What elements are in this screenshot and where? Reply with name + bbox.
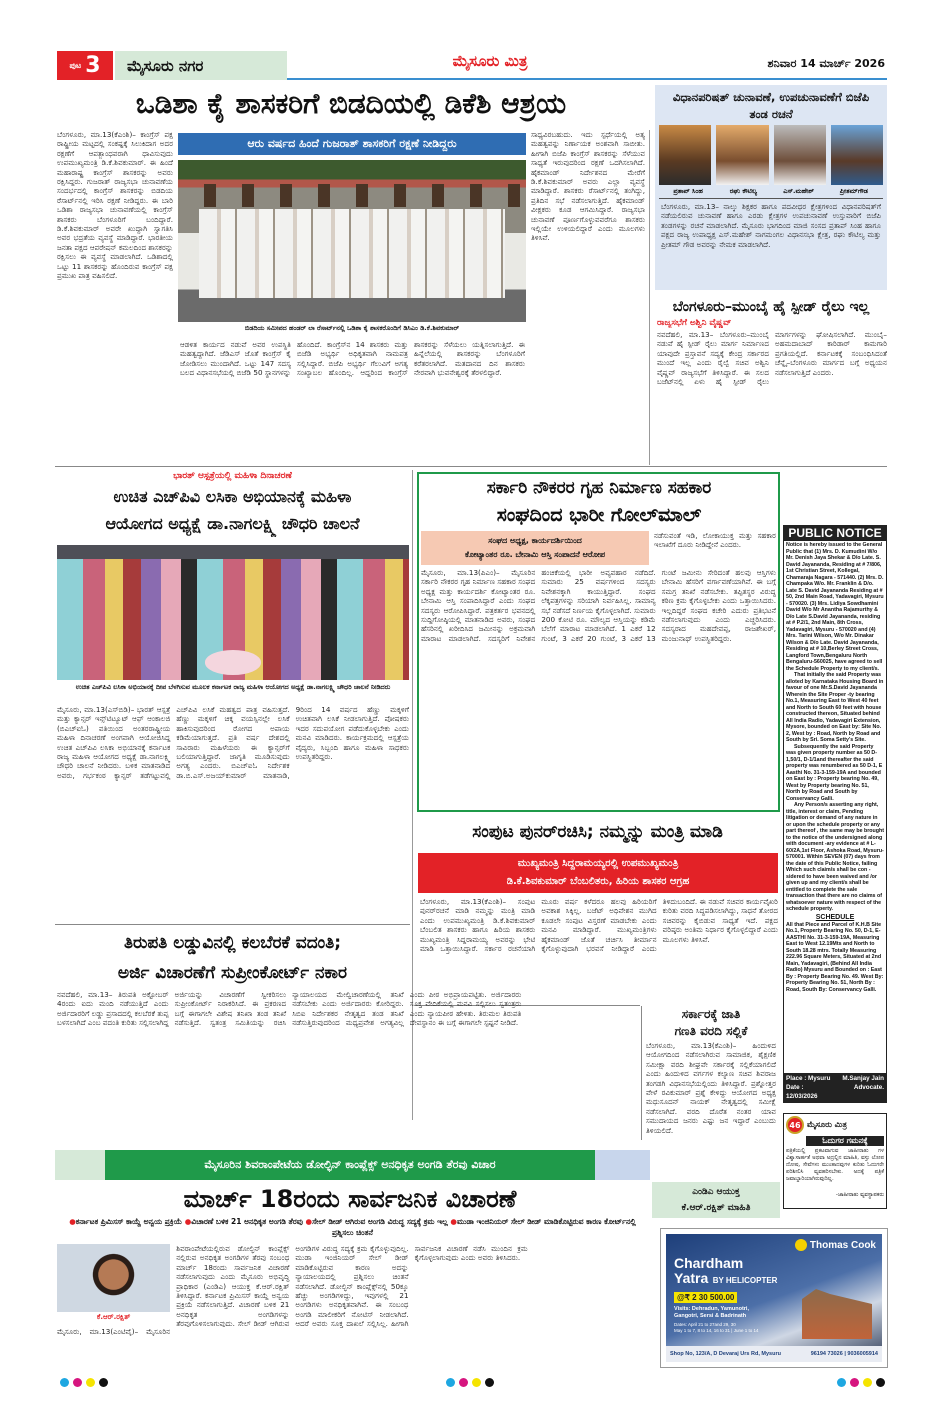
notice-para: That initially the said Property was alloted by Karnataka Housing Board in favour of one Mr.S.David Jayananda Wherein the Site Proper -ty bearing No.1, Measuring East to West 40 feet and North to South 60 feet with house constructed thereon, Situated behind All India Radio, Yadavagiri Extension, Mysore, bounded on East by: Site No. 2, West by : Road, North by Road and South by Sri. Soma Setty's Site. <box>786 672 884 743</box>
registration-dot-cyan <box>60 1378 69 1387</box>
person-name: ಪ್ರೀತಮ್‌ಗೌಡ <box>839 187 868 195</box>
caste-headline-1: ಸರ್ಕಾರಕ್ಕೆ ಜಾತಿ <box>681 1007 741 1021</box>
ad-title-3: BY HELICOPTER <box>712 1276 778 1285</box>
cabinet-body: ಬೆಂಗಳೂರು, ಮಾ.13(ಕೆಎಂಶಿ)– ಸಂಪುಟ ಪುನರ್‌ರಚನೆ ಮಾಡಿ ನಮ್ಮನ್ನು ಮಂತ್ರಿ ಮಾಡಿ ಎಂದು ಉಪಮುಖ್ಯಮಂತ್ರಿ ಡಿ.ಕೆ.ಶಿವಕುಮಾರ್ ಬೆಂಬಲಿತ ಶಾಸಕರು ಹಾಗೂ ಹಿರಿಯ ಶಾಸಕರು ಮುಖ್ಯಮಂತ್ರಿ ಸಿದ್ದರಾಮಯ್ಯ ಅವರನ್ನು ಭೇಟಿ ಮಾಡಿ ಒತ್ತಾಯಿಸಿದ್ದಾರೆ. ಸರ್ಕಾರ ರಚನೆಯಾಗಿ ಮೂರು ವರ್ಷ ಕಳೆದರೂ ಹಲವು ಹಿರಿಯರಿಗೆ ಅವಕಾಶ ಸಿಕ್ಕಿಲ್ಲ. ಬಜೆಟ್ ಅಧಿವೇಶನ ಮುಗಿದ ಕೂಡಲೇ ಸಂಪುಟ ವಿಸ್ತರಣೆ ಮಾಡಬೇಕು ಎಂದು ಮನವಿ ಮಾಡಿದ್ದಾರೆ. ಮುಖ್ಯಮಂತ್ರಿಗಳು ಹೈಕಮಾಂಡ್ ಜೊತೆ ಚರ್ಚಿಸಿ ತೀರ್ಮಾನ ಕೈಗೊಳ್ಳುವುದಾಗಿ ಭರವಸೆ ನೀಡಿದ್ದಾರೆ ಎಂದು ತಿಳಿದುಬಂದಿದೆ. ಈ ನಡುವೆ ಸಚಿವರ ಕಾರ್ಯವೈಖರಿ ಕುರಿತು ವರದಿ ಸಿದ್ಧಪಡಿಸಲಾಗಿದ್ದು, ಸಾಧನೆ ತೋರದ ಸಚಿವರನ್ನು ಕೈಬಿಡುವ ಸಾಧ್ಯತೆ ಇದೆ. ಪಕ್ಷದ ವರಿಷ್ಠರು ಅಂತಿಮ ನಿರ್ಧಾರ ಕೈಗೊಳ್ಳಲಿದ್ದಾರೆ ಎಂದು ಮೂಲಗಳು ತಿಳಿಸಿವೆ. <box>420 897 778 954</box>
registration-dot-cyan <box>446 1378 455 1387</box>
dolphin-body-container <box>57 1244 647 1376</box>
bjp-body: ಬೆಂಗಳೂರು, ಮಾ.13– ನಾಲ್ಕು ಶಿಕ್ಷಕರ ಹಾಗೂ ಪದವೀಧರ ಕ್ಷೇತ್ರಗಳಿಂದ ವಿಧಾನಪರಿಷತ್‌ಗೆ ನಡೆಯಲಿರುವ ಚುನಾವಣೆ ಹಾಗೂ ಎರಡು ಕ್ಷೇತ್ರಗಳ ಉಪಚುನಾವಣೆ ಉಸ್ತುವಾರಿಗೆ ಬಿಜೆಪಿ ತಂಡಗಳನ್ನು ರಚನೆ ಮಾಡಲಾಗಿದೆ. ಮೈಸೂರು ಭಾಗದಿಂದ ಮಾಜಿ ಸಂಸದ ಪ್ರತಾಪ್ ಸಿಂಹ ಹಾಗೂ ಪಕ್ಷದ ರಾಜ್ಯ ಉಪಾಧ್ಯಕ್ಷ ಎಸ್.ಮಹೇಶ್ ನಾಗಮಂಗಲ ವಿಧಾನಸಭಾ ಕ್ಷೇತ್ರ, ರಘು ಕೌಟಿಲ್ಯ ಮತ್ತು ಪ್ರೀತಮ್ ಗೌಡ ಅವರನ್ನು ನೇಮಕ ಮಾಡಲಾಗಿದೆ. <box>661 202 881 249</box>
ad-price: @₹ 2 30 500.00 <box>674 1292 737 1303</box>
brand-logo: Thomas Cook <box>795 1239 876 1251</box>
public-notice-title: PUBLIC NOTICE <box>784 526 886 541</box>
page-number: 3 <box>85 53 101 78</box>
person-name: ರಘು ಕೌಟಿಲ್ಯ <box>729 187 758 195</box>
reader-note-body: ಪತ್ರಿಕೆಯಲ್ಲಿ ಪ್ರಕಟವಾಗುವ ಜಾಹೀರಾತು ಗಳ ವಿಶ್ವಾಸಾರ್ಹತೆ ಅಥವಾ ಅದ್ರಲ್ಲಿನ ಮಾಹಿತಿ, ವಸ್ತು ಲೋಪ ದೋಷ, ಸೇವೆಗಳು ಮುಂತಾದವುಗಳ ಕುರಿತು ಓದುಗರೇ ಪರಿಶೀಲಿಸಿ ವ್ಯವಹರಿಸಬೇಕು. ಅದಕ್ಕೆ ಪತ್ರಿಕೆ ಜವಾಬ್ದಾರಿಯಾಗಿರುವುದಿಲ್ಲ. <box>786 1148 884 1182</box>
bjp-headline: ವಿಧಾನಪರಿಷತ್ ಚುನಾವಣೆ, ಉಪಚುನಾವಣೆಗೆ ಬಿಜೆಪಿ ತಂಡ ರಚನೆ <box>672 90 870 121</box>
dolphin-body: ಮೈಸೂರು, ಮಾ.13(ಎಂಟಿವೈ)– ಮೈಸೂರಿನ ಶಿವರಾಂಪೇಟೆಯಲ್ಲಿರುವ ಡೋಲ್ಫಿನ್ ಕಾಂಪ್ಲೆಕ್ಸ್ ನಲ್ಲಿರುವ ಅನಧಿಕೃತ ಅಂಗಡಿಗಳ ತೆರವು ಸಂಬಂಧ ಮಾರ್ಚ್ 18ರಂದು ಸಾರ್ವಜನಿಕ ವಿಚಾರಣೆ ನಡೆಸಲಾಗುವುದು ಎಂದು ಮೈಸೂರು ಅಭಿವೃದ್ಧಿ ಪ್ರಾಧಿಕಾರ (ಎಂಡಿಎ) ಆಯುಕ್ತ ಕೆ.ಆರ್.ರಕ್ಷಿತ್ ತಿಳಿಸಿದ್ದಾರೆ. ಕರ್ನಾಟಕ ಪ್ರಿಮಿಸಸ್ ಕಾಯ್ದೆ ಅನ್ವಯ ಪ್ರಕ್ರಿಯೆ ನಡೆಸಲಾಗುತ್ತಿದೆ. ವಿಚಾರಣೆ ಬಳಿಕ 21 ಅನಧಿಕೃತ ಅಂಗಡಿಗಳನ್ನು ತೆರವುಗೊಳಿಸಲಾಗುವುದು. ಸೇಲ್ ಡೀಡ್ ಆಗಿರುವ ಅಂಗಡಿಗಳ ವಿರುದ್ಧ ಸದ್ಯಕ್ಕೆ ಕ್ರಮ ಕೈಗೊಳ್ಳುವುದಿಲ್ಲ. ಮುಡಾ ಇಂಜಿನಿಯರ್ ಸೇಲ್ ಡೀಡ್ ಮಾಡಿಕೊಟ್ಟಿರುವ ಕಾರಣ ಅದನ್ನು ನ್ಯಾಯಾಲಯದಲ್ಲಿ ಪ್ರಶ್ನಿಸಲು ಚಿಂತನೆ ನಡೆಸಲಾಗಿದೆ. ಡೋಲ್ಫಿನ್ ಕಾಂಪ್ಲೆಕ್ಸ್‌ನಲ್ಲಿ 50ಕ್ಕೂ ಹೆಚ್ಚು ಅಂಗಡಿಗಳಿದ್ದು, ಇವುಗಳಲ್ಲಿ 21 ಅಂಗಡಿಗಳು ಅನಧಿಕೃತವಾಗಿವೆ. ಈ ಸಂಬಂಧ ಅಂಗಡಿ ಮಾಲೀಕರಿಗೆ ನೋಟಿಸ್ ನೀಡಲಾಗಿದೆ. ಆದರೆ ಅವರು ಸೂಕ್ತ ದಾಖಲೆ ಸಲ್ಲಿಸಿಲ್ಲ. ಹೀಗಾಗಿ ಸಾರ್ವಜನಿಕ ವಿಚಾರಣೆ ನಡೆಸಿ ಮುಂದಿನ ಕ್ರಮ ಕೈಗೊಳ್ಳಲಾಗುವುದು ಎಂದು ಅವರು ತಿಳಿಸಿದರು. <box>57 1244 528 1336</box>
caste-body: ಬೆಂಗಳೂರು, ಮಾ.13(ಕೆಎಂಶಿ)– ಹಿಂದುಳಿದ ಆಯೋಗದಿಂದ ನಡೆಸಲಾಗಿರುವ ಸಾಮಾಜಿಕ, ಶೈಕ್ಷಣಿಕ ಸಮೀಕ್ಷಾ ವರದಿ ಶೀಘ್ರವೇ ಸರ್ಕಾರಕ್ಕೆ ಸಲ್ಲಿಕೆಯಾಗಲಿದೆ ಎಂದು ಹಿಂದುಳಿದ ವರ್ಗಗಳ ಕಲ್ಯಾಣ ಸಚಿವ ಶಿವರಾಜ ತಂಗಡಗಿ ವಿಧಾನಸಭೆಯಲ್ಲಿಂದು ತಿಳಿಸಿದ್ದಾರೆ. ಪ್ರಶ್ನೋತ್ತರ ವೇಳೆ ರವಿಕುಮಾರ್ ಪ್ರಶ್ನೆ ಕೇಳಿದ್ದು ಆಯೋಗದ ಅಧ್ಯಕ್ಷ ಮಧುಸೂದನ್ ನಾಯಕ್ ನೇತೃತ್ವದಲ್ಲಿ ಸಮೀಕ್ಷೆ ನಡೆಸಲಾಗಿದೆ. ವರದಿ ದೊರೆತ ನಂತರ ಯಾವ ಸಮುದಾಯದ ಜನರು ಎಷ್ಟು ಜನ ಇದ್ದಾರೆ ಎಂಬುದು ತಿಳಿಯಲಿದೆ. <box>646 1041 776 1135</box>
notice-advocate: M.Sanjay Jain <box>842 1075 884 1082</box>
registration-dot-cyan <box>837 1378 846 1387</box>
banner-left-block <box>55 1150 105 1180</box>
page-number-badge <box>57 51 113 80</box>
rakshit-photo <box>57 1244 170 1312</box>
rail-body: ನವದೆಹಲಿ, ಮಾ.13– ಬೆಂಗಳೂರು–ಮುಂಬೈ ನಡುವೆ ಹೈ ಸ್ಪೀಡ್ ರೈಲು ಮಾರ್ಗ ನಿರ್ಮಾಣದ ಯಾವುದೇ ಪ್ರಸ್ತಾವನೆ ಸದ್ಯಕ್ಕೆ ಕೇಂದ್ರ ಸರ್ಕಾರದ ಮುಂದೆ ಇಲ್ಲ ಎಂದು ರೈಲ್ವೆ ಸಚಿವ ಅಶ್ವಿನಿ ವೈಷ್ಣವ್ ರಾಜ್ಯಸಭೆಗೆ ತಿಳಿಸಿದ್ದಾರೆ. ಈ ಸಲದ ಬಜೆಟ್‌ನಲ್ಲಿ ಏಳು ಹೈ ಸ್ಪೀಡ್ ರೈಲು ಮಾರ್ಗಗಳನ್ನು ಘೋಷಿಸಲಾಗಿದೆ. ಮುಂಬೈ–ಅಹಮದಾಬಾದ್ ಕಾರಿಡಾರ್ ಕಾಮಗಾರಿ ಪ್ರಗತಿಯಲ್ಲಿದೆ. ಕರ್ನಾಟಕಕ್ಕೆ ಸಂಬಂಧಿಸಿದಂತೆ ಚೆನ್ನೈ–ಬೆಂಗಳೂರು ಮಾರ್ಗದ ಬಗ್ಗೆ ಅಧ್ಯಯನ ನಡೆಸಲಾಗುತ್ತಿದೆ ಎಂದರು. <box>657 330 887 387</box>
registration-dot-black <box>876 1378 885 1387</box>
anniversary-badge: 46 <box>786 1116 804 1134</box>
reader-note-box <box>783 1113 887 1209</box>
person-photo <box>659 125 711 185</box>
reader-note-logo: ಮೈಸೂರು ಮಿತ್ರ <box>807 1120 847 1129</box>
person-photo <box>716 125 768 185</box>
mountain-temple-image <box>802 1289 872 1339</box>
person-photo <box>831 125 883 185</box>
tirupati-body: ನವದೆಹಲಿ, ಮಾ.13– ತಿರುಪತಿ ಅಕ್ಟೋಬರ್ 4ರಂದು ಐದು ಮಂದಿ ನಡೆಯುತ್ತಿದೆ ಎಂದು ಅರ್ಜಿದಾರರಿಗೆ ಲಡ್ಡು ಪ್ರಸಾದದಲ್ಲಿ ಕಲಬೆರಕೆ ತುಪ್ಪ ಬಳಸಲಾಗಿದೆ ಎಂಬ ವದಂತಿ ಕುರಿತು ಸಲ್ಲಿಸಲಾಗಿದ್ದ ಅರ್ಜಿಯನ್ನು ವಿಚಾರಣೆಗೆ ಸ್ವೀಕರಿಸಲು ಸುಪ್ರೀಂಕೋರ್ಟ್ ನಿರಾಕರಿಸಿದೆ. ಈ ಪ್ರಕರಣದ ಬಗ್ಗೆ ಈಗಾಗಲೇ ವಿಶೇಷ ತನಿಖಾ ತಂಡ ತನಿಖೆ ನಡೆಸುತ್ತಿದೆ. ಸ್ವತಂತ್ರ ಸಮಿತಿಯನ್ನು ರಚಿಸಿ ನ್ಯಾಯಾಲಯದ ಮೇಲ್ವಿಚಾರಣೆಯಲ್ಲಿ ತನಿಖೆ ನಡೆಸಬೇಕು ಎಂದು ಅರ್ಜಿದಾರರು ಕೋರಿದ್ದರು. ಸಿಬಿಐ ನಿರ್ದೇಶಕರ ನೇತೃತ್ವದ ತಂಡ ತನಿಖೆ ನಡೆಸುತ್ತಿರುವುದರಿಂದ ಮಧ್ಯಪ್ರವೇಶ ಅಗತ್ಯವಿಲ್ಲ ಎಂದು ಪೀಠ ಅಭಿಪ್ರಾಯಪಟ್ಟಿತು. ಅರ್ಜಿದಾರರು ಸೂಕ್ತ ವೇದಿಕೆಯಲ್ಲಿ ಮನವಿ ಸಲ್ಲಿಸಲು ಸ್ವತಂತ್ರರು ಎಂದು ನ್ಯಾಯಪೀಠ ಹೇಳಿತು. ತಿರುಮಲ ತಿರುಪತಿ ದೇವಸ್ಥಾನಂ ಈ ಬಗ್ಗೆ ಈಗಾಗಲೇ ಸ್ಪಷ್ಟನೆ ನೀಡಿದೆ. <box>57 990 522 1028</box>
ad-title-1: Chardham <box>674 1255 744 1271</box>
dolphin-side-box <box>652 1182 780 1218</box>
lead-column-left: ಬೆಂಗಳೂರು, ಮಾ.13(ಕೆಎಂಶಿ)– ಕಾಂಗ್ರೆಸ್ ಪಕ್ಷ ರಾಷ್ಟ್ರೀಯ ಮಟ್ಟದಲ್ಲಿ ಸಂಕಷ್ಟಕ್ಕೆ ಸಿಲುಕಿದಾಗ ಅದರ ರಕ್ಷಣೆಗೆ ಆಪತ್ಬಾಂಧವರಾಗಿ ಧಾವಿಸುವುದು ಉಪಮುಖ್ಯಮಂತ್ರಿ ಡಿ.ಕೆ.ಶಿವಕುಮಾರ್. ಈ ಹಿಂದೆ ಮಹಾರಾಷ್ಟ್ರ ಕಾಂಗ್ರೆಸ್ ಶಾಸಕರನ್ನು ಅವರು ರಕ್ಷಿಸಿದ್ದರು. ಗುಜರಾತ್ ರಾಜ್ಯಸಭಾ ಚುನಾವಣೆಯ ಸಂದರ್ಭದಲ್ಲಿ ಕಾಂಗ್ರೆಸ್ ಶಾಸಕರನ್ನು ಬಿಡದಿಯ ರೆಸಾರ್ಟ್‌ನಲ್ಲಿ ಇರಿಸಿ ರಕ್ಷಣೆ ನೀಡಿದ್ದರು. ಈ ಬಾರಿ ಒಡಿಶಾ ರಾಜ್ಯಸಭಾ ಚುನಾವಣೆಯಲ್ಲಿ ಕಾಂಗ್ರೆಸ್ ಶಾಸಕರು ಬೆಂಗಳೂರಿಗೆ ಬಂದಿದ್ದಾರೆ. ಡಿ.ಕೆ.ಶಿವಕುಮಾರ್ ಅವರೇ ಖುದ್ದಾಗಿ ಸ್ವಾಗತಿಸಿ ಅವರ ಭದ್ರತೆಯ ವ್ಯವಸ್ಥೆ ಮಾಡಿದ್ದಾರೆ. ಭಾರತೀಯ ಜನತಾ ಪಕ್ಷದ ಆಪರೇಷನ್ ಕಮಲದಿಂದ ಶಾಸಕರನ್ನು ರಕ್ಷಿಸಲು ಈ ವ್ಯವಸ್ಥೆ ಮಾಡಲಾಗಿದೆ. ಒಡಿಶಾದಲ್ಲಿ ಒಟ್ಟು 11 ಶಾಸಕರನ್ನು ಹೊಂದಿರುವ ಕಾಂಗ್ರೆಸ್ ಪಕ್ಷ ಪ್ರಮುಖ ಪಾತ್ರ ವಹಿಸಲಿದೆ. <box>57 130 173 281</box>
dolphin-bullets <box>60 1216 645 1238</box>
hpv-headline-1: ಉಚಿತ ಎಚ್‌ಪಿವಿ ಲಸಿಕಾ ಅಭಿಯಾನಕ್ಕೆ ಮಹಿಳಾ <box>113 487 352 506</box>
housing-body: ಮೈಸೂರು, ಮಾ.13(ಪಿಎಂ)– ಮೈಸೂರಿನ ಸರ್ಕಾರಿ ನೌಕರರ ಗೃಹ ನಿರ್ಮಾಣ ಸಹಕಾರ ಸಂಘದ ಅಧ್ಯಕ್ಷ ಮತ್ತು ಕಾರ್ಯದರ್ಶಿ ಕೋಟ್ಯಾಂತರ ರೂ. ಬೇನಾಮಿ ಆಸ್ತಿ ಸಂಪಾದಿಸಿದ್ದಾರೆ ಎಂದು ಸಂಘದ ಸದಸ್ಯರು ಆರೋಪಿಸಿದ್ದಾರೆ. ಪತ್ರಕರ್ತರ ಭವನದಲ್ಲಿ ಸುದ್ದಿಗೋಷ್ಠಿಯಲ್ಲಿ ಮಾತನಾಡಿದ ಅವರು, ಸಂಘದ ಹೆಸರಿನಲ್ಲಿ ಖರೀದಿಸಿದ ಜಮೀನನ್ನು ಅಕ್ರಮವಾಗಿ ಮಾರಾಟ ಮಾಡಲಾಗಿದೆ. ಸದಸ್ಯರಿಗೆ ನಿವೇಶನ ಹಂಚಿಕೆಯಲ್ಲಿ ಭಾರೀ ಅವ್ಯವಹಾರ ನಡೆದಿದೆ. ಸುಮಾರು 25 ವರ್ಷಗಳಿಂದ ಸದಸ್ಯರು ನಿವೇಶನಕ್ಕಾಗಿ ಕಾಯುತ್ತಿದ್ದಾರೆ. ಸಂಘದ ಲೆಕ್ಕಪತ್ರಗಳನ್ನು ಸರಿಯಾಗಿ ನಿರ್ವಹಿಸಿಲ್ಲ. ಸಾಮಾನ್ಯ ಸಭೆ ನಡೆಸದೆ ನಿರ್ಣಯ ಕೈಗೊಳ್ಳಲಾಗಿದೆ. ಸುಮಾರು 200 ಕೋಟಿ ರೂ. ಮೌಲ್ಯದ ಆಸ್ತಿಯನ್ನು ಕಡಿಮೆ ಬೆಲೆಗೆ ಮಾರಾಟ ಮಾಡಲಾಗಿದೆ. 1 ಎಕರೆ 12 ಗುಂಟೆ, 3 ಎಕರೆ 20 ಗುಂಟೆ, 3 ಎಕರೆ 13 ಗುಂಟೆ ಜಮೀನು ಸೇರಿದಂತೆ ಹಲವು ಆಸ್ತಿಗಳು ಬೇನಾಮಿ ಹೆಸರಿಗೆ ವರ್ಗಾವಣೆಯಾಗಿವೆ. ಈ ಬಗ್ಗೆ ಸಮಗ್ರ ತನಿಖೆ ನಡೆಸಬೇಕು. ತಪ್ಪಿತಸ್ಥರ ವಿರುದ್ಧ ಕಠಿಣ ಕ್ರಮ ಕೈಗೊಳ್ಳಬೇಕು ಎಂದು ಒತ್ತಾಯಿಸಿದರು. ಇಲ್ಲದಿದ್ದರೆ ಸಂಘದ ಕಚೇರಿ ಎದುರು ಪ್ರತಿಭಟನೆ ನಡೆಸಲಾಗುವುದು ಎಂದು ಎಚ್ಚರಿಸಿದರು. ಸದಸ್ಯರಾದ ಮಹದೇವಪ್ಪ, ರಾಜಶೇಖರ್, ಮಂಜುನಾಥ್ ಉಪಸ್ಥಿತರಿದ್ದರು. <box>421 568 776 643</box>
hpv-caption: ಉಚಿತ ಎಚ್‌ಪಿವಿ ಲಸಿಕಾ ಅಭಿಯಾನಕ್ಕೆ ದೀಪ ಬೆಳಗಿಸುವ ಮೂಲಕ ಕರ್ನಾಟಕ ರಾಜ್ಯ ಮಹಿಳಾ ಆಯೋಗದ ಅಧ್ಯಕ್ಷೆ ಡಾ.ನಾಗಲಕ್ಷ್ಮಿ ಚೌಧರಿ ಚಾಲನೆ ನೀಡಿದರು <box>75 683 391 691</box>
lead-photo-caption: ಬಿಡದಿಯ ಸಮೀಪದ ಹಂಡರ್ ಲಾ ರೆಸಾರ್ಟ್‌ನಲ್ಲಿ ಒಡಿಶಾ ಕೈ ಶಾಸಕರೊಂದಿಗೆ ಡಿಸಿಎಂ ಡಿ.ಕೆ.ಶಿವಕುಮಾರ್ <box>244 324 460 332</box>
lead-photo <box>178 160 526 322</box>
page-label: ಪುಟ <box>69 60 82 70</box>
registration-dot-magenta <box>850 1378 859 1387</box>
masthead-date: ಶನಿವಾರ 14 ಮಾರ್ಚ್ 2026 <box>767 57 885 70</box>
housing-top-right: ನಡೆಸುವಂತೆ ಇಡಿ, ಲೋಕಾಯುಕ್ತ ಮತ್ತು ಸಹಕಾರ ಇಲಾಖೆಗೆ ದೂರು ನೀಡಿದ್ದೇನೆ ಎಂದರು. <box>654 531 776 550</box>
ad-address: Shop No, 123/A, D Devaraj Urs Rd, Mysuru <box>670 1351 781 1357</box>
caste-census-box <box>641 1006 780 1140</box>
notice-advocate-title: Advocate. <box>853 1084 884 1091</box>
lead-subhead: ಆರು ವರ್ಷದ ಹಿಂದೆ ಗುಜರಾತ್ ಶಾಸಕರಿಗೆ ರಕ್ಷಣೆ ನೀಡಿದ್ದರು <box>178 133 526 155</box>
bjp-team-box <box>655 85 887 290</box>
ad-dates-2: May 1 to 7, 8 to 14, 16 to 31 | June 1 to 14 <box>674 1328 759 1333</box>
masthead-logo: ಮೈಸೂರು ಮಿತ್ರ <box>452 52 528 70</box>
public-notice <box>783 525 887 1103</box>
rail-headline: ಬೆಂಗಳೂರು–ಮುಂಬೈ ಹೈ ಸ್ಪೀಡ್ ರೈಲು ಇಲ್ಲ <box>672 299 870 315</box>
banner-right-block <box>595 1150 650 1180</box>
cabinet-subhead-2: ಡಿ.ಕೆ.ಶಿವಕುಮಾರ್ ಬೆಂಬಲಿತರು, ಹಿರಿಯ ಶಾಸಕರ ಆಗ್ರಹ <box>506 876 690 887</box>
bullet-item: ●ಸೇಲ್ ಡೀಡ್ ಆಗಿರುವ ಅಂಗಡಿ ವಿರುದ್ಧ ಸದ್ಯಕ್ಕೆ ಕ್ರಮ ಇಲ್ಲ <box>305 1217 448 1226</box>
notice-schedule-title: SCHEDULE <box>815 913 855 921</box>
side-box-line-1: ಎಂಡಿಎ ಆಯುಕ್ತ <box>692 1187 740 1197</box>
ad-dates-1: Dates: April 21 to 27and 29, 30 <box>674 1322 736 1327</box>
cabinet-subhead <box>418 853 778 893</box>
hpv-headline-2: ಆಯೋಗದ ಅಧ್ಯಕ್ಷೆ ಡಾ.ನಾಗಲಕ್ಷ್ಮಿ ಚೌಧರಿ ಚಾಲನೆ <box>105 514 360 533</box>
rail-kicker: ರಾಜ್ಯಸಭೆಗೆ ಅಶ್ವಿನಿ ವೈಷ್ಣವ್ <box>657 318 732 328</box>
person-name: ಎಸ್.ಮಹೇಶ್ <box>783 187 814 195</box>
bullet-item: ●ವಿಚಾರಣೆ ಬಳಿಕ 21 ಅನಧಿಕೃತ ಅಂಗಡಿ ತೆರವು <box>184 1217 303 1226</box>
bullet-item: ●ಕರ್ನಾಟಕ ಪ್ರಿಮಿಸಸ್ ಕಾಯ್ದೆ ಅನ್ವಯ ಪ್ರಕ್ರಿಯೆ <box>69 1217 183 1226</box>
rakshit-caption: ಕೆ.ಆರ್.ರಕ್ಷಿತ್ <box>96 1313 131 1321</box>
hpv-photo <box>57 545 409 680</box>
side-box-line-2: ಕೆ.ಆರ್.ರಕ್ಷಿತ್ ಮಾಹಿತಿ <box>681 1203 751 1213</box>
notice-date: Date : 12/03/2026 <box>786 1084 818 1100</box>
reader-note-sign: -ಜಾಹೀರಾತು ವ್ಯವಸ್ಥಾಪಕರು <box>835 1192 884 1198</box>
bullet-item: ●ಮುಡಾ ಇಂಜಿನಿಯರ್ ಸೇಲ್ ಡೀಡ್ ಮಾಡಿಕೊಟ್ಟಿರುವ ಕಾರಣ ಕೋರ್ಟ್‌ನಲ್ಲಿ ಪ್ರಶ್ನಿಸಲು ಚಿಂತನೆ <box>332 1217 636 1237</box>
notice-schedule: All that Piece and Parcel of K.H.B Site No.1, Property Bearing No. 50, D-1, E-AASTHI No. 31-3-159-19A, Measuring East to West 12.19Mts and North to South 18.28 mtrs. Totally Measuring 222.96 Square Meters, Situated at 2nd Main, Yadavagiri, (Behind All India Radio) Mysuru and Bounded on : East By : Property Bearing No. 49. West By: Property Bearing No. 51, North By : Road, South By: Conservancy Galli. <box>786 921 884 993</box>
dolphin-banner: ಮೈಸೂರಿನ ಶಿವರಾಂಪೇಟೆಯ ಡೋಲ್ಫಿನ್ ಕಾಂಪ್ಲೆಕ್ಸ್ ಅನಧಿಕೃತ ಅಂಗಡಿ ತೆರವು ವಿಚಾರ <box>105 1150 595 1180</box>
lead-headline: ಒಡಿಶಾ ಕೈ ಶಾಸಕರಿಗೆ ಬಿಡದಿಯಲ್ಲಿ ಡಿಕೆಶಿ ಆಶ್ರಯ <box>135 87 567 120</box>
section-name: ಮೈಸೂರು ನಗರ <box>127 56 204 75</box>
notice-place: Place : Mysuru <box>786 1075 831 1082</box>
tirupati-headline-1: ತಿರುಪತಿ ಲಡ್ಡುವಿನಲ್ಲಿ ಕಲಬೆರಕೆ ವದಂತಿ; <box>123 933 342 953</box>
housing-headline-2: ಸಂಘದಿಂದ ಭಾರೀ ಗೋಲ್‌ಮಾಲ್ <box>496 504 702 526</box>
cabinet-headline: ಸಂಪುಟ ಪುನರ್‌ರಚಿಸಿ; ನಮ್ಮನ್ನು ಮಂತ್ರಿ ಮಾಡಿ <box>472 822 723 842</box>
registration-dot-magenta <box>73 1378 82 1387</box>
housing-headline-1: ಸರ್ಕಾರಿ ನೌಕರರ ಗೃಹ ನಿರ್ಮಾಣ ಸಹಕಾರ <box>486 478 712 498</box>
housing-subhead-2: ಕೋಟ್ಯಾಂತರ ರೂ. ಬೇನಾಮಿ ಆಸ್ತಿ ಸಂಪಾದನೆ ಆರೋಪ <box>464 550 606 559</box>
notice-para: Notice is hereby issued to the General Public that (1) Mrs. D. Kumudini W/o Mr. Denish Jaya Shekar & D/o Late. S. David Jayananda, Residing at # 7/806, 1st Christian Street, Kollegal, Chamaraja Nagara - 571440. (2) Mrs. D. Champaka W/o. Mr. Franklin & D/o. Late S. David Jayananda Residing at # 50, 2nd Main Road, Yadavagiri, Mysuru - 570020. (3) Mrs. Lidiya Sowdhamini David W/o Mr Anantha Rajamurthy & D/o Late S.David Jayananda, residing at # P.2/1, 2nd Main, 8th Cross, Yadavagiri, Mysuru - 570020 and (4) Mrs. Tarini Wilson, W/o Mr. Dinakar Wilson & D/o Late. David Jayananda, Residing at # 10,Berley Street Cross, Langford Town,Bengaluru North Bengaluru-560025, have agreed to sell the Schedule Property to my client/s. <box>786 542 884 672</box>
reader-note-title: ಓದುಗರ ಗಮನಕ್ಕೆ <box>806 1136 884 1146</box>
notice-para: Any Person/s asserting any right, title, interest or claim, Pending litigation or demand of any nature in or upon the schedule property or any part thereof , the same may be brought to the notice of the undersigned along with document -ary evidence at # L-60/2A,1st Floor, Ashoka Road, Mysuru-570001. Within SEVEN (07) days from the date of this Public Notice, failing Which such claim/s shall be con -sidered to have been waived and /or given up and my client/s shall be entitled to complete the sale transaction that there are no claims of whatsoever nature with respect of the schedule property. <box>786 802 885 912</box>
tirupati-headline-2: ಅರ್ಜಿ ವಿಚಾರಣೆಗೆ ಸುಪ್ರೀಂಕೋರ್ಟ್ ನಕಾರ <box>117 963 348 983</box>
hpv-kicker: ಭಾರತ್ ಆಸ್ಪತ್ರೆಯಲ್ಲಿ ಮಹಿಳಾ ದಿನಾಚರಣೆ <box>173 471 292 481</box>
masthead-rule <box>287 78 887 80</box>
hpv-body: ಮೈಸೂರು, ಮಾ.13(ಎಸ್‌ಬಿಡಿ)– ಭಾರತ್ ಆಸ್ಪತ್ರೆ ಮತ್ತು ಕ್ಯಾನ್ಸರ್ ಇನ್ಸ್‌ಟಿಟ್ಯೂಟ್ ಆಫ್ ಆಂಕಾಲಜಿ (ಬಿಎಚ್‌ಐಓ) ವತಿಯಿಂದ ಅಂತರರಾಷ್ಟ್ರೀಯ ಮಹಿಳಾ ದಿನಾಚರಣೆ ಅಂಗವಾಗಿ ಆಯೋಜಿಸಿದ್ದ ಉಚಿತ ಎಚ್‌ಪಿವಿ ಲಸಿಕಾ ಅಭಿಯಾನಕ್ಕೆ ಕರ್ನಾಟಕ ರಾಜ್ಯ ಮಹಿಳಾ ಆಯೋಗದ ಅಧ್ಯಕ್ಷೆ ಡಾ.ನಾಗಲಕ್ಷ್ಮಿ ಚೌಧರಿ ಚಾಲನೆ ನೀಡಿದರು. ಬಳಿಕ ಮಾತನಾಡಿದ ಅವರು, ಗರ್ಭಕಂಠ ಕ್ಯಾನ್ಸರ್ ತಡೆಗಟ್ಟುವಲ್ಲಿ ಎಚ್‌ಪಿವಿ ಲಸಿಕೆ ಮಹತ್ವದ ಪಾತ್ರ ವಹಿಸುತ್ತದೆ. ಹೆಣ್ಣು ಮಕ್ಕಳಿಗೆ ಚಿಕ್ಕ ವಯಸ್ಸಿನಲ್ಲೇ ಲಸಿಕೆ ಹಾಕಿಸುವುದರಿಂದ ರೋಗದ ಅಪಾಯ ಕಡಿಮೆಯಾಗುತ್ತದೆ. ಪ್ರತಿ ವರ್ಷ ದೇಶದಲ್ಲಿ ಸಾವಿರಾರು ಮಹಿಳೆಯರು ಈ ಕ್ಯಾನ್ಸರ್‌ಗೆ ಬಲಿಯಾಗುತ್ತಿದ್ದಾರೆ. ಜಾಗೃತಿ ಮೂಡಿಸುವುದು ಅಗತ್ಯ ಎಂದರು. ಬಿಎಚ್‌ಐಓ ನಿರ್ದೇಶಕ ಡಾ.ಬಿ.ಎಸ್.ಅಜಯ್‌ಕುಮಾರ್ ಮಾತನಾಡಿ, 9ರಿಂದ 14 ವರ್ಷದ ಹೆಣ್ಣು ಮಕ್ಕಳಿಗೆ ಉಚಿತವಾಗಿ ಲಸಿಕೆ ನೀಡಲಾಗುತ್ತಿದೆ. ಪೋಷಕರು ಇದರ ಸದುಪಯೋಗ ಪಡೆದುಕೊಳ್ಳಬೇಕು ಎಂದು ಮನವಿ ಮಾಡಿದರು. ಕಾರ್ಯಕ್ರಮದಲ್ಲಿ ಆಸ್ಪತ್ರೆಯ ವೈದ್ಯರು, ಸಿಬ್ಬಂದಿ ಹಾಗೂ ಮಹಿಳಾ ಸಾಧಕರು ಉಪಸ್ಥಿತರಿದ್ದರು. <box>57 705 409 780</box>
registration-dot-yellow <box>86 1378 95 1387</box>
registration-dot-magenta <box>459 1378 468 1387</box>
ad-phone: 96194 73026 | 9036005914 <box>810 1351 878 1357</box>
registration-dot-yellow <box>863 1378 872 1387</box>
lead-column-middle: ಆಡಳಿತ ಕಾರ್ಯದ ನಡುವೆ ಅವರ ಉಪಸ್ಥಿತಿ ಮಹತ್ವದ್ದಾಗಿದೆ. ಜೆಡಿಎಸ್ ಜೊತೆ ಕಾಂಗ್ರೆಸ್ ಕೈ ಜೋಡಿಸಲು ಮುಂದಾಗಿದೆ. ಒಟ್ಟು 147 ಸದಸ್ಯ ಬಲದ ವಿಧಾನಸಭೆಯಲ್ಲಿ ಬಿಜೆಡಿ 50 ಸ್ಥಾನಗಳನ್ನು ಹೊಂದಿದೆ. ಕಾಂಗ್ರೆಸ್‌ನ 14 ಶಾಸಕರು ಮತ್ತು ಬಿಜೆಡಿ ಅಭ್ಯರ್ಥಿ ಅಧಿಕೃತವಾಗಿ ನಾಮಪತ್ರ ಸಲ್ಲಿಸಿದ್ದಾರೆ. ಬಿಜೆಪಿ ಅಭ್ಯರ್ಥಿ ಗೆಲುವಿಗೆ ಅಗತ್ಯ ಸಂಖ್ಯಾಬಲ ಹೊಂದಿಲ್ಲ. ಆದ್ದರಿಂದ ಕಾಂಗ್ರೆಸ್ ಶಾಸಕರನ್ನು ಸೆಳೆಯಲು ಯತ್ನಿಸಲಾಗುತ್ತಿದೆ. ಈ ಹಿನ್ನೆಲೆಯಲ್ಲಿ ಶಾಸಕರನ್ನು ಬೆಂಗಳೂರಿಗೆ ಕರೆತರಲಾಗಿದೆ. ಮತದಾನದ ದಿನ ಶಾಸಕರು ನೇರವಾಗಿ ಭುವನೇಶ್ವರಕ್ಕೆ ತೆರಳಲಿದ್ದಾರೆ. <box>180 340 525 378</box>
registration-dot-black <box>99 1378 108 1387</box>
registration-dot-black <box>485 1378 494 1387</box>
lead-column-right: ಸಾಧ್ಯವಿರಬಹುದು. ಇದು ಸ್ಪರ್ಧೆಯಲ್ಲಿ ಅತ್ಯ ಮಹತ್ವವನ್ನು ನಿರ್ಣಾಯಕ ಅಂಶವಾಗಿ ಸಾಬೀತು. ಹೀಗಾಗಿ ಬಿಜೆಪಿ ಕಾಂಗ್ರೆಸ್ ಶಾಸಕರನ್ನು ಸೆಳೆಯುವ ಸಾಧ್ಯತೆ ಇರುವುದರಿಂದ ರಕ್ಷಣೆ ಒದಗಿಸಲಾಗಿದೆ. ಹೈಕಮಾಂಡ್ ನಿರ್ದೇಶನದ ಮೇರೆಗೆ ಡಿ.ಕೆ.ಶಿವಕುಮಾರ್ ಅವರು ಎಲ್ಲಾ ವ್ಯವಸ್ಥೆ ಮಾಡಿದ್ದಾರೆ. ಶಾಸಕರು ರೆಸಾರ್ಟ್‌ನಲ್ಲಿ ತಂಗಿದ್ದು, ಪ್ರತಿದಿನ ಸಭೆ ನಡೆಸಲಾಗುತ್ತಿದೆ. ಹೈಕಮಾಂಡ್ ವೀಕ್ಷಕರು ಕೂಡ ಆಗಮಿಸಿದ್ದಾರೆ. ರಾಜ್ಯಸಭಾ ಚುನಾವಣೆ ಪೂರ್ಣಗೊಳ್ಳುವವರೆಗೂ ಶಾಸಕರು ಇಲ್ಲಿಯೇ ಉಳಿಯಲಿದ್ದಾರೆ ಎಂದು ಮೂಲಗಳು ತಿಳಿಸಿವೆ. <box>531 130 645 243</box>
cabinet-subhead-1: ಮುಖ್ಯಮಂತ್ರಿ ಸಿದ್ದರಾಮಯ್ಯರಲ್ಲಿ ಉಪಮುಖ್ಯಮಂತ್ರಿ <box>517 858 679 869</box>
rakshit-photo-block <box>57 1244 170 1324</box>
caste-headline-2: ಗಣತಿ ವರದಿ ಸಲ್ಲಿಕೆ <box>674 1024 748 1038</box>
person-name: ಪ್ರತಾಪ್ ಸಿಂಹ <box>673 187 703 195</box>
section-label <box>115 51 287 80</box>
thomas-cook-icon <box>795 1239 807 1251</box>
dolphin-headline: ಮಾರ್ಚ್ 18ರಂದು ಸಾರ್ವಜನಿಕ ವಿಚಾರಣೆ <box>183 1185 517 1213</box>
notice-para: Subsequently the said Property was given property number as 50 D-1,50/1, D-1/1and thereafter the said property was renumbered as 50 D-1, E Aasthi No. 31-3-159-19A and bounded on East by : Property bearing No. 49, West by Property bearing No. 51, North by Road and South by Conservancy Galli. <box>786 743 883 802</box>
ad-visits: Visits: Dehradun, Yamunotri, Gangotri, Sersi & Badrinath <box>674 1306 749 1319</box>
ad-title-2: Yatra <box>674 1270 709 1286</box>
housing-subhead <box>421 531 649 565</box>
person-photo <box>774 125 826 185</box>
housing-subhead-1: ಸಂಘದ ಅಧ್ಯಕ್ಷ, ಕಾರ್ಯದರ್ಶಿಯಿಂದ <box>488 536 582 545</box>
registration-dot-yellow <box>472 1378 481 1387</box>
thomas-cook-ad[interactable] <box>660 1228 888 1368</box>
